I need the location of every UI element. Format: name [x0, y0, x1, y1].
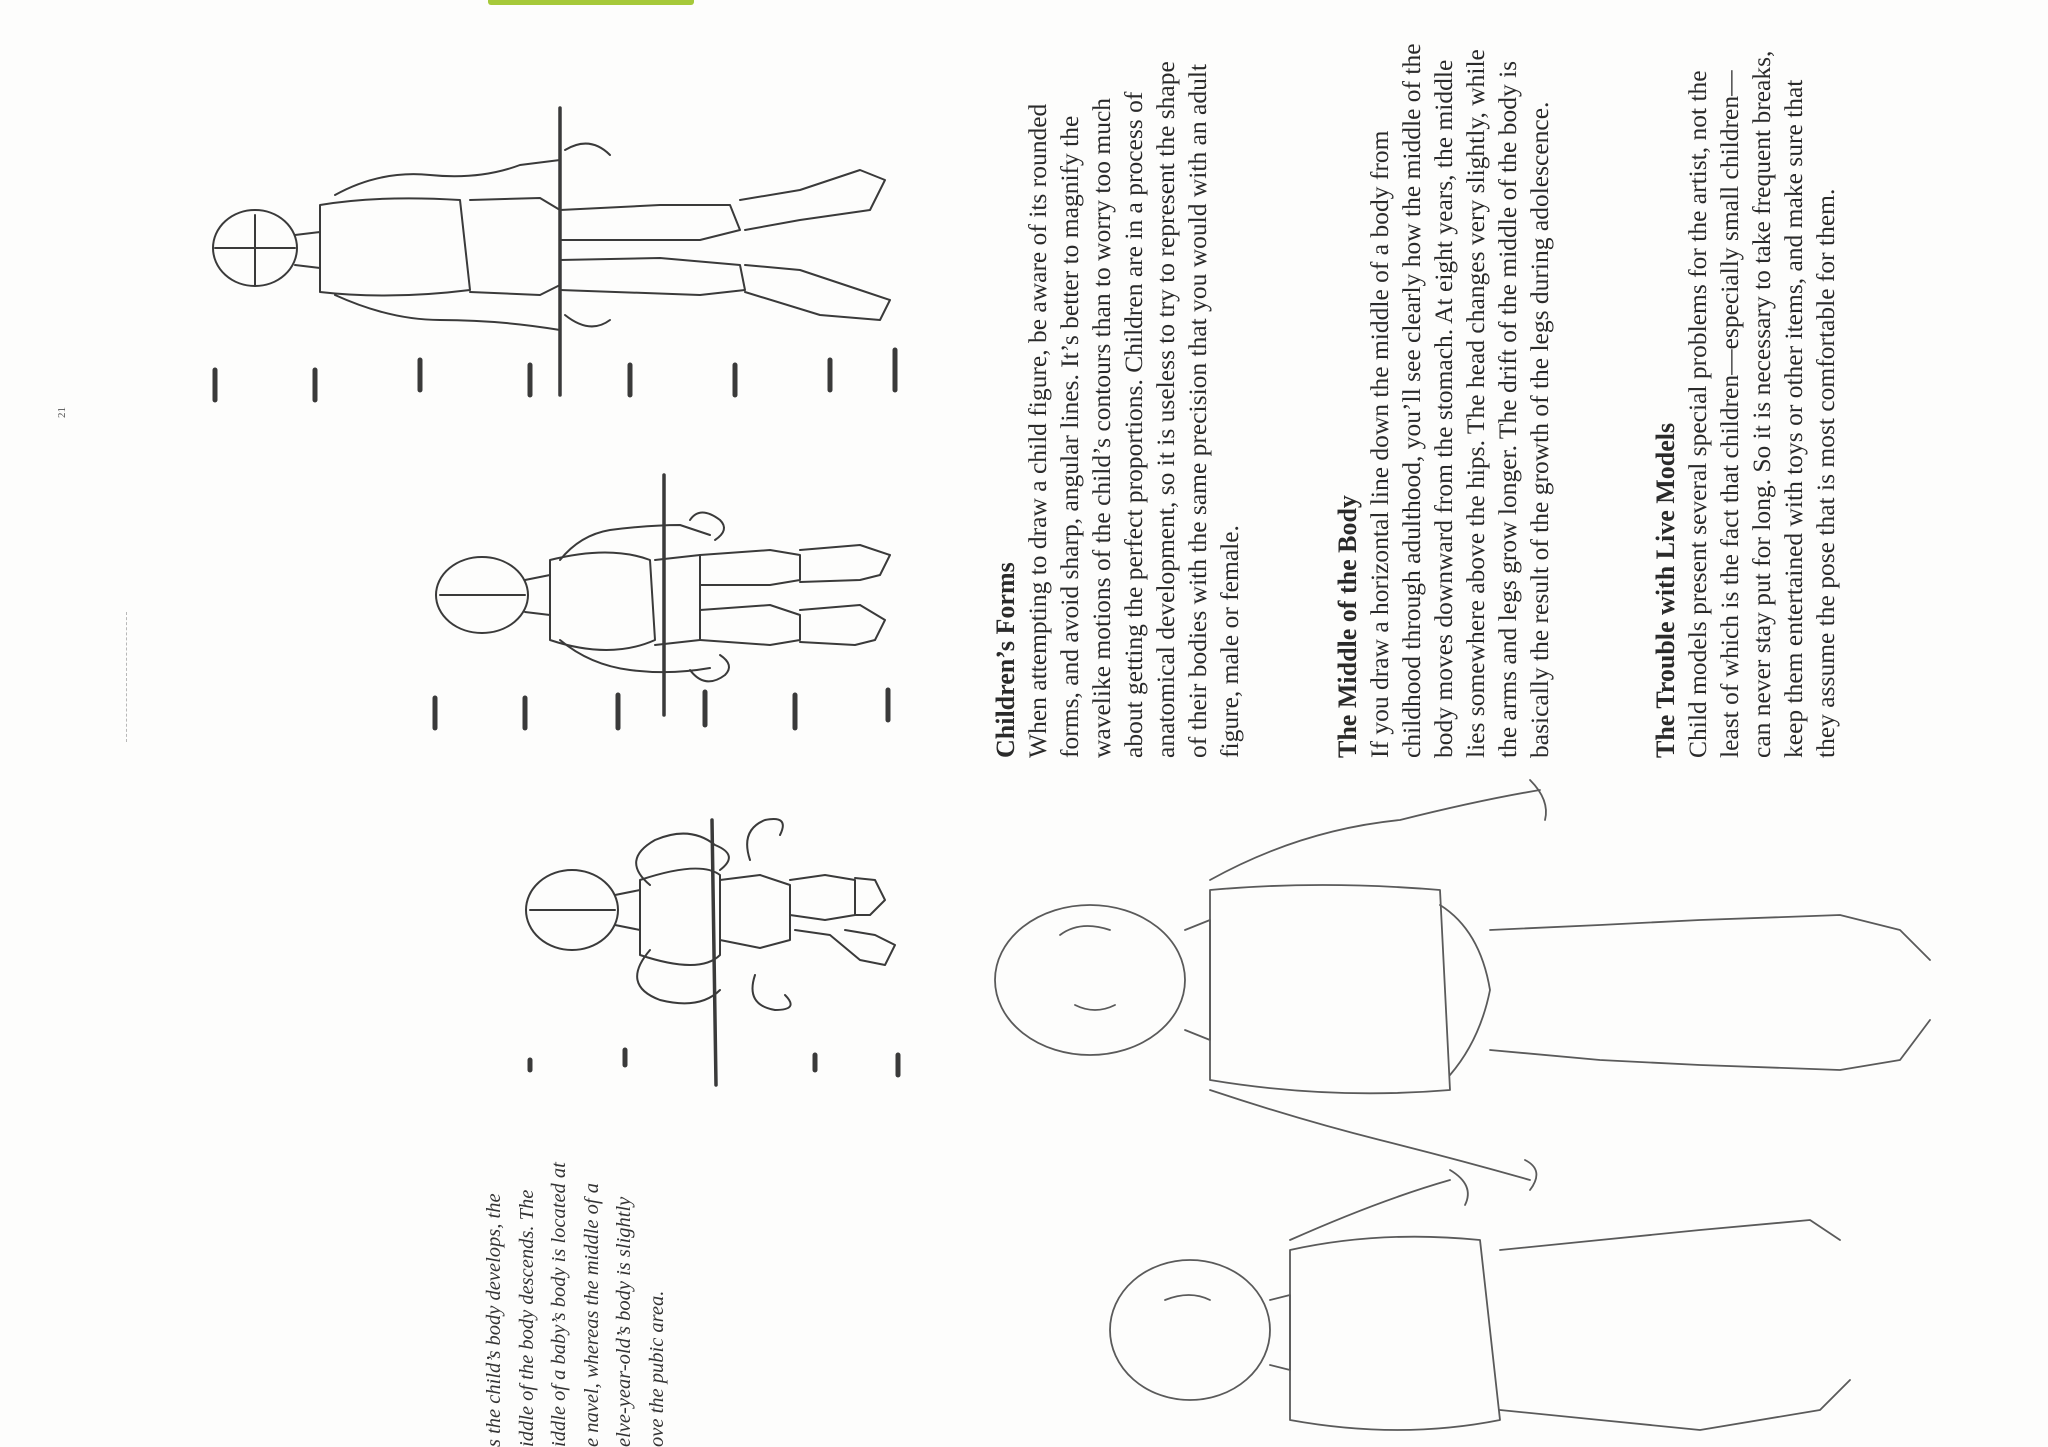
mannequin-toddler-sketch: [435, 475, 890, 728]
section-heading: The Trouble with Live Models: [1651, 422, 1680, 758]
mannequin-older-child-sketch: [213, 108, 895, 400]
caption-line: s the child’s body develops, the: [483, 1193, 505, 1447]
child-drawing-standing: [995, 780, 1930, 1190]
section-middle-of-body: [1332, 38, 1556, 758]
caption-line: e navel, whereas the middle of a: [580, 1183, 603, 1447]
caption-line: iddle of a baby’s body is located at: [548, 1162, 570, 1447]
child-drawing-toddler: [1110, 1170, 1850, 1430]
caption-line: ove the pubic area.: [645, 1290, 668, 1447]
figure-caption: [478, 1067, 673, 1447]
section-childrens-forms: [990, 38, 1246, 758]
caption-line: elve-year-old’s body is slightly: [613, 1196, 635, 1447]
section-heading: The Middle of the Body: [1333, 495, 1362, 758]
caption-line: iddle of the body descends. The: [515, 1189, 538, 1447]
section-live-models: [1650, 38, 1842, 758]
section-body: Child models present several special problems for the artist, not the least of which is the fact that children—especially small children—can never stay put for long. So it is necessary to take frequent breaks, keep them entertained with toys or other items, and make sure that they assume the pose that is most comfortable for them.: [1683, 50, 1840, 758]
mannequin-baby-sketch: [526, 819, 898, 1085]
page-number: 21: [56, 407, 68, 418]
section-heading: Children’s Forms: [991, 562, 1020, 758]
section-body: When attempting to draw a child figure, be aware of its rounded forms, and avoid sharp, angular lines. It’s better to magnify the wavelike motions of the child’s contours than to worry too much about getting the perfect proportions. Children are in a process of anatomical development, so it is useless to try to represent the shape of their bodies with the same precision that you would with an adult figure, male or female.: [1023, 61, 1244, 758]
section-body: If you draw a horizontal line down the middle of a body from childhood through adulthood, you’ll see clearly how the middle of the body moves downward from the stomach. At eight years, the middle lies somewhere above the hips. The head changes very slightly, while the arms and legs grow longer. The drift of the middle of the body is basically the result of the growth of the legs during adolescence.: [1365, 43, 1554, 758]
